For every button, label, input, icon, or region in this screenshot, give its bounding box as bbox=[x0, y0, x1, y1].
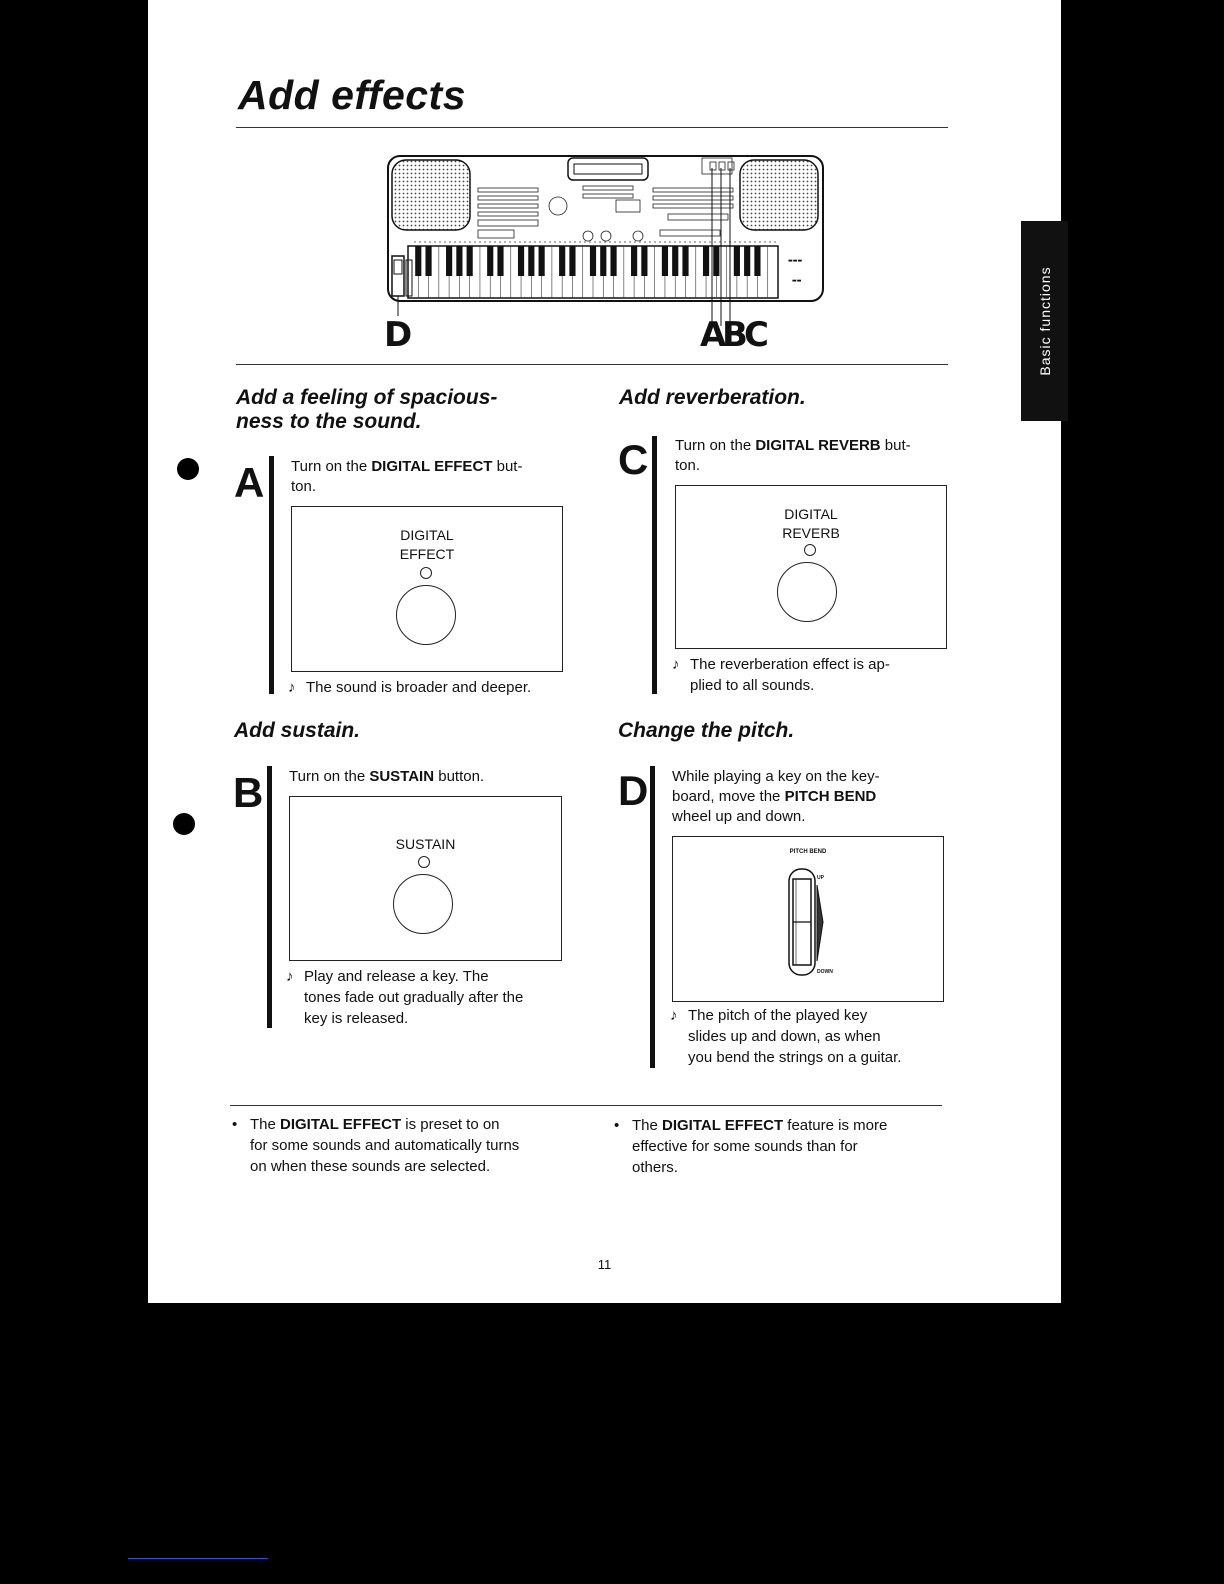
black-key bbox=[631, 246, 637, 276]
note-b: ♪ Play and release a key. The tones fade out gradually after the key is released. bbox=[286, 968, 524, 1027]
black-key bbox=[610, 246, 616, 276]
digital-reverb-button[interactable] bbox=[777, 562, 837, 622]
note-d: ♪ The pitch of the played key slides up and down, as when you bend the strings on a guitar. bbox=[670, 1007, 902, 1066]
label-d: D bbox=[384, 315, 413, 355]
side-tab-label: Basic functions bbox=[1036, 266, 1053, 376]
black-key bbox=[497, 246, 503, 276]
led-indicator bbox=[420, 567, 432, 579]
heading-sustain: Add sustain. bbox=[234, 719, 361, 742]
black-key bbox=[456, 246, 462, 276]
step-bar-d bbox=[650, 766, 655, 1068]
sustain-button[interactable] bbox=[393, 874, 453, 934]
footnote-right: • The DIGITAL EFFECT feature is more effective for some sounds than for others. bbox=[614, 1117, 888, 1176]
wheel-down-label: DOWN bbox=[817, 969, 833, 975]
page-title: Add effects bbox=[238, 72, 467, 118]
led-indicator bbox=[418, 856, 430, 868]
left-speaker bbox=[392, 160, 470, 230]
step-letter-a: A bbox=[234, 459, 265, 506]
black-key bbox=[569, 246, 575, 276]
pitch-bend-wheel-figure[interactable] bbox=[783, 865, 843, 985]
keyboard-diagram bbox=[378, 148, 838, 358]
step-letter-d: D bbox=[618, 767, 649, 814]
sustain-figure: SUSTAIN bbox=[289, 796, 562, 961]
black-key bbox=[641, 246, 647, 276]
wheel-up-label: UP bbox=[817, 875, 824, 881]
page-number: 11 bbox=[597, 1257, 612, 1272]
label-b: B bbox=[722, 315, 748, 355]
note-a: ♪ The sound is broader and deeper. bbox=[288, 679, 532, 696]
led-indicator bbox=[804, 544, 816, 556]
black-key bbox=[744, 246, 750, 276]
black-key bbox=[518, 246, 524, 276]
black-key bbox=[559, 246, 565, 276]
manual-page bbox=[148, 0, 1061, 1303]
digital-effect-figure: DIGITAL EFFECT bbox=[291, 506, 563, 672]
model-mark: ▬▬ bbox=[792, 278, 802, 284]
title-rule bbox=[236, 127, 948, 128]
margin-dot bbox=[173, 813, 195, 835]
instruction-a: Turn on the DIGITAL EFFECT but- ton. bbox=[291, 458, 523, 495]
black-key bbox=[446, 246, 452, 276]
black-key bbox=[682, 246, 688, 276]
footnote-left: • The DIGITAL EFFECT is preset to on for some sounds and automatically turns on when these sounds are selected. bbox=[232, 1116, 520, 1175]
note-icon: ♪ bbox=[670, 1007, 678, 1024]
scan-edge-line bbox=[128, 1558, 268, 1559]
heading-pitch: Change the pitch. bbox=[618, 719, 795, 742]
step-letter-c: C bbox=[618, 436, 649, 483]
pitch-bend-figure bbox=[672, 836, 944, 1002]
wheel-label: PITCH BEND bbox=[789, 849, 827, 855]
section-side-tab bbox=[1021, 221, 1068, 421]
heading-reverb: Add reverberation. bbox=[619, 386, 806, 409]
black-key bbox=[703, 246, 709, 276]
black-key bbox=[672, 246, 678, 276]
note-icon: ♪ bbox=[288, 679, 296, 696]
diagram-rule bbox=[236, 364, 948, 365]
instruction-b: Turn on the SUSTAIN button. bbox=[289, 768, 485, 785]
black-key bbox=[487, 246, 493, 276]
black-key bbox=[539, 246, 545, 276]
black-key bbox=[662, 246, 668, 276]
black-key bbox=[713, 246, 719, 276]
instruction-c: Turn on the DIGITAL REVERB but- ton. bbox=[675, 437, 911, 474]
black-key bbox=[590, 246, 596, 276]
digital-reverb-figure: DIGITAL REVERB bbox=[675, 485, 947, 649]
label-c: C bbox=[744, 315, 769, 355]
digital-effect-button[interactable] bbox=[396, 585, 456, 645]
black-key bbox=[467, 246, 473, 276]
note-icon: ♪ bbox=[286, 968, 294, 985]
margin-dot bbox=[177, 458, 199, 480]
black-key bbox=[528, 246, 534, 276]
black-key bbox=[415, 246, 421, 276]
note-c: ♪ The reverberation effect is ap- plied to all sounds. bbox=[672, 656, 890, 694]
brand-mark: ▬▬▬ bbox=[788, 258, 803, 264]
black-key bbox=[754, 246, 760, 276]
footnote-rule bbox=[230, 1105, 942, 1106]
black-key bbox=[600, 246, 606, 276]
step-bar-b bbox=[267, 766, 272, 1028]
instruction-d: While playing a key on the key- board, move the PITCH BEND wheel up and down. bbox=[672, 768, 880, 825]
right-speaker bbox=[740, 160, 818, 230]
label-a: A bbox=[700, 315, 727, 355]
black-key bbox=[734, 246, 740, 276]
black-key bbox=[425, 246, 431, 276]
note-icon: ♪ bbox=[672, 656, 680, 673]
step-bar-c bbox=[652, 436, 657, 694]
heading-spaciousness: Add a feeling of spacious- ness to the sound. bbox=[236, 386, 498, 433]
step-letter-b: B bbox=[233, 769, 264, 816]
step-bar-a bbox=[269, 456, 274, 694]
